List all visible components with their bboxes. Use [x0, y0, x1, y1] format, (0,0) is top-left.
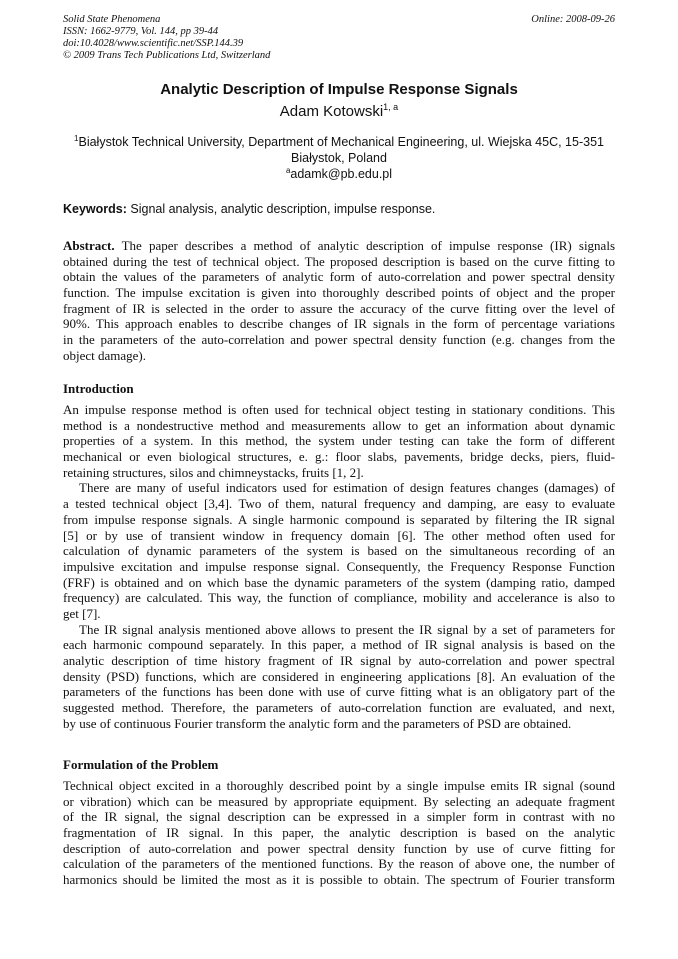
- introduction-body: [63, 402, 615, 731]
- journal-name: Solid State Phenomena: [63, 14, 161, 25]
- text-line: description of auto-correlation and power spectral density function by use of curve fitting for: [63, 840, 615, 856]
- text-line: from impulse response signals. A single harmonic compound is separated by filtering the IR signal: [63, 511, 615, 527]
- paragraph: [63, 480, 615, 621]
- section-heading-introduction: Introduction: [63, 381, 134, 396]
- text-line: [63, 238, 615, 254]
- text-line: of the IR signal, the signal description can be expressed in a simpler form in contrast with no: [63, 809, 615, 825]
- text-line: parameters of the functions has been done with use of curve fitting what is an obligatory part of the: [63, 684, 615, 700]
- text-line: harmonics should be limited the most as it is possible to obtain. The spectrum of Fourier transform: [63, 872, 615, 888]
- text-line: calculation of the parameters of the mentioned functions. By the reason of above one, the number of: [63, 856, 615, 872]
- copyright: © 2009 Trans Tech Publications Ltd, Switzerland: [63, 50, 271, 61]
- text-line: method is a nondestructive method and measurements allow to get an information about dynamic: [63, 417, 615, 433]
- keywords: [63, 202, 435, 216]
- text-line: fragment of IR is selected in the order to assure the accuracy of the curve fitting over the level of: [63, 300, 615, 316]
- text-line: a tested technical object [3,4]. Two of them, natural frequency and damping, are easy to evaluate: [63, 496, 615, 512]
- affiliation: [50, 131, 628, 166]
- text-line: each harmonic compound separately. In this paper, a method of IR signal analysis is based on the: [63, 637, 615, 653]
- doi: doi:10.4028/www.scientific.net/SSP.144.39: [63, 38, 244, 49]
- text-line: An impulse response method is often used for technical object testing in stationary conditions. This: [63, 402, 615, 417]
- affiliation-line1: Białystok Technical University, Department of Mechanical Engineering, ul. Wiejska 45C, 15-351: [78, 135, 604, 150]
- keywords-text: Signal analysis, analytic description, impulse response.: [126, 202, 436, 216]
- text-line: fragmentation of IR signal. In this paper, the analytic description is based on the analytic: [63, 825, 615, 841]
- affiliation-sup: 1: [74, 134, 79, 143]
- journal-header: [63, 14, 615, 62]
- paragraph: [63, 402, 615, 480]
- text-line: by use of continuous Fourier transform the analytic form and the parameters of PSD are obtained.: [63, 715, 572, 731]
- formulation-body: [63, 778, 615, 888]
- text-line: object damage).: [63, 347, 147, 363]
- text-line: obtained during the test of technical object. The proposed description is based on the curve fitting to: [63, 253, 615, 269]
- affiliation-line2: Białystok, Poland: [291, 150, 387, 165]
- text-line: or vibration) which can be measured by appropriate equipment. By selecting an adequate fragment: [63, 793, 615, 809]
- abstract: [63, 238, 615, 364]
- text-line: obtain the values of the parameters of analytic form of auto-correlation and power spectral density: [63, 269, 615, 285]
- email-address[interactable]: adamk@pb.edu.pl: [290, 167, 393, 182]
- abstract-label: Abstract.: [63, 238, 115, 253]
- abstract-text: The paper describes a method of analytic description of impulse response (IR) signals: [114, 238, 615, 253]
- paper-title: Analytic Description of Impulse Response Signals: [160, 81, 518, 98]
- text-line: 90%. This approach enables to describe changes of IR signals in the form of percentage variations: [63, 316, 615, 332]
- text-line: retaining structures, silos and chimneystacks, fruits [1, 2].: [63, 464, 364, 480]
- text-line: suggested method. Therefore, the parameters of auto-correlation function are evaluated, and next,: [63, 700, 615, 716]
- text-line: frequency) are calculated. This way, the function of compliance, mobility and accelerance is also to: [63, 590, 615, 606]
- text-line: impulsive excitation and impulse response signal. Consequently, the Frequency Response Function: [63, 558, 615, 574]
- issn: ISSN: 1662-9779, Vol. 144, pp 39-44: [63, 26, 219, 37]
- author: [0, 102, 678, 120]
- text-line: mechanical or even biological structures, e. g.: floor slabs, pavements, bridge decks, piers, fluid-: [63, 449, 615, 465]
- author-sup: 1, a: [383, 102, 399, 112]
- text-line: The IR signal analysis mentioned above allows to present the IR signal by a set of parameters for: [79, 621, 615, 637]
- text-line: Technical object excited in a thoroughly described point by a single impulse emits IR signal (sound: [63, 778, 615, 793]
- online-date: Online: 2008-09-26: [531, 14, 615, 25]
- text-line: analytic description of time history fragment of IR signal by auto-correlation and power spectral: [63, 653, 615, 668]
- section-heading-formulation: Formulation of the Problem: [63, 757, 219, 772]
- text-line: calculation of dynamic parameters of the system is based on the simultaneous recording of an: [63, 543, 615, 559]
- author-name: Adam Kotowski: [279, 103, 384, 120]
- paragraph: [63, 622, 615, 732]
- text-line: (FRF) is obtained and on which base the dynamic parameters of the system (damping ratio, damped: [63, 574, 615, 590]
- email: [0, 166, 678, 181]
- keywords-label: Keywords:: [63, 202, 127, 216]
- text-line: function. The impulse excitation is given into thoroughly described points of object and the proper: [63, 285, 615, 301]
- text-line: There are many of useful indicators used for estimation of design features changes (damages) of: [79, 480, 615, 496]
- text-line: [5] or by use of transient window in frequency domain [6]. The other method often used for: [63, 527, 615, 543]
- text-line: in the parameters of the auto-correlation and power spectral density function (e.g. changes from the: [63, 332, 615, 348]
- email-sup: a: [285, 166, 291, 175]
- text-line: density (PSD) functions, which are considered in engineering applications [8]. An evaluation of the: [63, 668, 615, 684]
- text-line: properties of a system. In this method, the system under testing can take the form of different: [63, 433, 615, 449]
- text-line: get [7].: [63, 605, 101, 621]
